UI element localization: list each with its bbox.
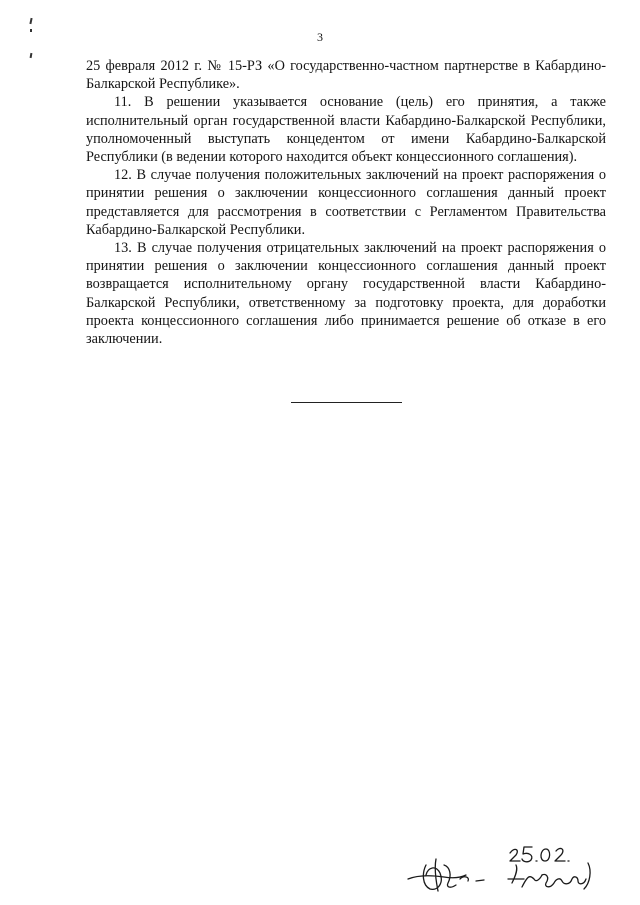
document-body [86,57,606,348]
page-number: 3 [317,30,323,44]
margin-mark-lower [30,53,33,58]
paragraph-continuation: 25 февраля 2012 г. № 15-РЗ «О государственно-частном партнерстве в Кабардино-Балкарской Республике». [86,58,606,93]
paragraph-13: 13. В случае получения отрицательных заключений на проект распоряжения о принятии решения о заключении концессионного соглашения данный проект возвращается исполнительному органу государственной власти Кабардино-Балкарской Республики, ответственному за подготовку проекта, для доработки проекта концессионного соглашения либо принимается решение об отказе в его заключении. [86,240,606,348]
margin-mark-top [29,18,32,24]
handwritten-signature [400,835,600,895]
paragraph-11: 11. В решении указывается основание (цель) его принятия, а также исполнительный орган государственной власти Кабардино-Балкарской Республики, уполномоченный выступать концедентом от имени Кабардино-Балкарской Республики (в ведении которого находится объект концессионного соглашения). [86,94,606,166]
paragraph-12: 12. В случае получения положительных заключений на проект распоряжения о принятии решения о заключении концессионного соглашения данный проект представляется для рассмотрения в соответствии с Регламентом Правительства Кабардино-Балкарской Республики. [86,167,606,238]
end-separator-line [291,402,402,403]
margin-mark-middle [30,29,32,32]
signature-block [400,835,600,895]
